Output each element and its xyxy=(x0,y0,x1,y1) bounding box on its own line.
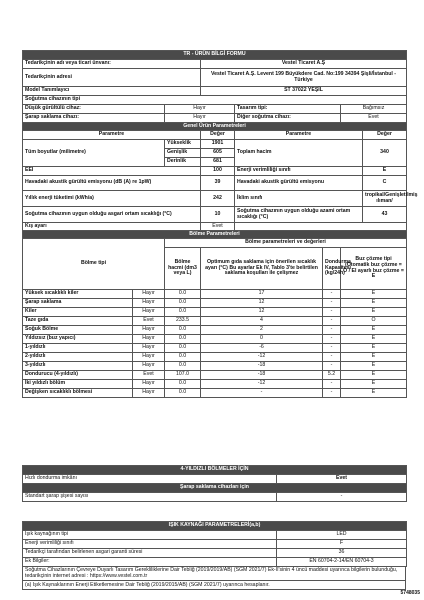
min-temp-value: 10 xyxy=(201,207,235,223)
compartment-defrost: E xyxy=(341,326,407,335)
compartment-name: 3-yıldızlı xyxy=(23,362,133,371)
compartment-present: Hayır xyxy=(133,299,165,308)
general-col-param-2: Parametre xyxy=(235,131,363,140)
compartment-defrost: E xyxy=(341,353,407,362)
compartment-volume: 0.0 xyxy=(165,362,201,371)
compartment-name: Kiler xyxy=(23,308,133,317)
compartment-volume: 0.0 xyxy=(165,335,201,344)
max-temp-value: 43 xyxy=(363,207,407,223)
supplier-address-value: Vestel Ticaret A.Ş. Levent 199 Büyükdere Cad. No:199 34394 Şişli/İstanbul - Türkiye xyxy=(201,69,407,87)
eei-label: EEI xyxy=(23,167,201,176)
volume-col-header: Bölme hacmi (dm3 veya L) xyxy=(165,248,201,290)
light-class-value: F xyxy=(277,540,407,549)
compartment-name: Yıldızsız (buz yapıcı) xyxy=(23,335,133,344)
compartment-name: Değişken sıcaklıklı bölmesi xyxy=(23,389,133,398)
page-number: 5748035 xyxy=(400,590,420,596)
noise-label: Havadaki akustik gürültü emisyonu (dB (A) re 1pW) xyxy=(23,176,201,191)
height-label: Yükseklik xyxy=(165,140,201,149)
compartment-temp: 12 xyxy=(201,299,323,308)
compartment-freeze-capacity: - xyxy=(323,317,341,326)
compartment-row xyxy=(23,335,407,344)
noise-class-label: Havadaki akustik gürültü emisyonu xyxy=(235,176,363,191)
light-source-table xyxy=(22,521,407,567)
compartments-header: Bölme Parametreleri xyxy=(23,231,407,239)
compartment-freeze-capacity: - xyxy=(323,335,341,344)
compartment-present: Hayır xyxy=(133,389,165,398)
compartment-name: Yüksek sıcaklıklı kiler xyxy=(23,290,133,299)
compartment-present: Hayır xyxy=(133,362,165,371)
compartment-volume: 0.0 xyxy=(165,389,201,398)
annual-energy-label: Yıllık enerji tüketimi (kWh/a) xyxy=(23,191,201,207)
climate-class-label: İklim sınıfı xyxy=(235,191,363,207)
compartment-defrost: E xyxy=(341,371,407,380)
other-appliance-label: Diğer soğutma cihazı: xyxy=(235,114,341,123)
compartment-freeze-capacity: - xyxy=(323,326,341,335)
annual-energy-value: 242 xyxy=(201,191,235,207)
compartment-present: Evet xyxy=(133,371,165,380)
compartment-temp: -12 xyxy=(201,353,323,362)
compartment-defrost: E xyxy=(341,299,407,308)
compartment-volume: 0.0 xyxy=(165,353,201,362)
main-table xyxy=(22,50,418,398)
climate-class-value: tropikal/Genişletilmiş ılıman/ xyxy=(363,191,407,207)
appliance-type-label: Soğutma cihazının tipi xyxy=(23,96,407,105)
general-col-value-2: Değer xyxy=(363,131,407,140)
compartment-defrost: E xyxy=(341,344,407,353)
compartment-present: Hayır xyxy=(133,335,165,344)
fast-freeze-value: Evet xyxy=(277,475,407,484)
light-class-label: Enerji verimliliği sınıfı xyxy=(23,540,277,549)
compartment-freeze-capacity: - xyxy=(323,353,341,362)
form-title: TR - ÜRÜN BİLGİ FORMU xyxy=(23,51,407,60)
compartment-freeze-capacity: - xyxy=(323,290,341,299)
extra-info-value: EN 60704-2-14/EN 60704-3 xyxy=(277,558,407,567)
compartment-freeze-capacity: - xyxy=(323,380,341,389)
general-col-value: Değer xyxy=(201,131,235,140)
compartment-defrost: E xyxy=(341,290,407,299)
compartment-volume: 0.0 xyxy=(165,326,201,335)
general-header: Genel Ürün Parametreleri xyxy=(23,123,407,131)
light-source-header: IŞIK KAYNAĞI PARAMETRELERİ(a,b) xyxy=(23,522,407,531)
supplier-name-label: Tedarikçinin adı veya ticari ünvanı: xyxy=(23,60,201,69)
compartment-present: Hayır xyxy=(133,326,165,335)
compartment-defrost: O xyxy=(341,317,407,326)
compartment-row xyxy=(23,362,407,371)
compartment-present: Hayır xyxy=(133,380,165,389)
compartment-defrost: E xyxy=(341,308,407,317)
compartment-present: Hayır xyxy=(133,344,165,353)
compartment-volume: 0.0 xyxy=(165,380,201,389)
compartment-freeze-capacity: - xyxy=(323,344,341,353)
compartment-temp: -12 xyxy=(201,380,323,389)
compartment-volume: 0.0 xyxy=(165,344,201,353)
compartment-name: Taze gıda xyxy=(23,317,133,326)
compartment-present: Hayır xyxy=(133,308,165,317)
supplier-name-value: Vestel Ticaret A.Ş xyxy=(201,60,407,69)
model-value: ST 37022 YEŞİL xyxy=(201,87,407,96)
winter-empty-cell xyxy=(235,223,407,231)
compartment-volume: 0.0 xyxy=(165,290,201,299)
compartment-freeze-capacity: - xyxy=(323,308,341,317)
compartment-row xyxy=(23,371,407,380)
eei-value: 100 xyxy=(201,167,235,176)
compartment-present: Hayır xyxy=(133,353,165,362)
low-noise-label: Düşük gürültülü cihaz: xyxy=(23,105,165,114)
light-source-footnote: (a) Işık Kaynaklarının Enerji Etiketlemesine Dair Tebliğ (2019/2015/AB) (SGM 2021/7) uyarınca hesaplanır. xyxy=(22,581,406,590)
design-type-label: Tasarım tipi: xyxy=(235,105,341,114)
light-type-label: Işık kaynağının tipi xyxy=(23,531,277,540)
compartment-freeze-capacity: - xyxy=(323,299,341,308)
compartment-present: Evet xyxy=(133,317,165,326)
compartment-defrost: E xyxy=(341,389,407,398)
compartment-name: Soğuk Bölme xyxy=(23,326,133,335)
depth-value: 681 xyxy=(201,158,235,167)
height-value: 1901 xyxy=(201,140,235,149)
compartment-volume: 0.0 xyxy=(165,308,201,317)
compartment-row xyxy=(23,299,407,308)
compartment-temp: 2 xyxy=(201,326,323,335)
compartment-volume: 0.0 xyxy=(165,299,201,308)
compartment-temp: - xyxy=(201,389,323,398)
energy-class-value: E xyxy=(363,167,407,176)
compartment-temp: -6 xyxy=(201,344,323,353)
freeze-capacity-col-header: Dondurma Kapasitesi (kg/24h) xyxy=(323,248,341,290)
compartment-volume: 107.0 xyxy=(165,371,201,380)
compartment-present: Hayır xyxy=(133,290,165,299)
compartment-freeze-capacity: 5.2 xyxy=(323,371,341,380)
compartment-name: 1-yıldızlı xyxy=(23,344,133,353)
ecodesign-note: Soğutma Cihazlarının Çevreye Duyarlı Tasarım Gerekliliklerine Dair Tebliğ (2019/2019/AB) (SGM 2021/7) Ek-II'sinin 4 üncü maddesi uyarınca bilgilerin bulunduğu, tedarikçinin internet adresi : https://www.vestel.com.tr xyxy=(22,566,406,581)
noise-value: 39 xyxy=(201,176,235,191)
compartment-freeze-capacity: - xyxy=(323,389,341,398)
compartment-name: Şarap saklama xyxy=(23,299,133,308)
four-star-header: 4-YILDIZLI BÖLMELER İÇİN xyxy=(23,466,407,475)
design-type-value: Bağımsız xyxy=(341,105,407,114)
compartment-temp: -18 xyxy=(201,371,323,380)
noise-class-value: C xyxy=(363,176,407,191)
compartment-row xyxy=(23,380,407,389)
general-col-param: Parametre xyxy=(23,131,201,140)
compartment-row xyxy=(23,290,407,299)
dimensions-label: Tüm boyutlar (milimetre) xyxy=(23,140,165,167)
compartment-defrost: E xyxy=(341,380,407,389)
width-value: 605 xyxy=(201,149,235,158)
compartment-row xyxy=(23,353,407,362)
compartment-row xyxy=(23,344,407,353)
winter-setting-label: Kış ayarı xyxy=(23,223,201,231)
compartment-temp: 12 xyxy=(201,308,323,317)
winter-setting-value: Evet xyxy=(201,223,235,231)
low-noise-value: Hayır xyxy=(165,105,235,114)
model-label: Model Tanımlayıcı xyxy=(23,87,201,96)
supplier-address-label: Tedarikçinin adresi xyxy=(23,69,201,87)
compartment-row xyxy=(23,308,407,317)
compartment-row xyxy=(23,326,407,335)
depth-label: Derinlik xyxy=(165,158,201,167)
energy-class-label: Enerji verimliliği sınıfı xyxy=(235,167,363,176)
compartment-freeze-capacity: - xyxy=(323,362,341,371)
guarantee-label: Tedarikçi tarafından belirlenen asgari garanti süresi xyxy=(23,549,277,558)
wine-storage-value: Hayır xyxy=(165,114,235,123)
defrost-col-header: Buz çözme tipi (Otomatik buz çözme = O / El ayarlı buz çözme = E xyxy=(341,248,407,290)
four-star-table xyxy=(22,465,407,502)
compartment-defrost: E xyxy=(341,335,407,344)
guarantee-value: 36 xyxy=(277,549,407,558)
compartment-name: 2-yıldızlı xyxy=(23,353,133,362)
wine-bottles-value: - xyxy=(277,493,407,502)
compartment-temp: 17 xyxy=(201,290,323,299)
compartment-row xyxy=(23,317,407,326)
wine-storage-label: Şarap saklama cihazı: xyxy=(23,114,165,123)
min-temp-label: Soğutma cihazının uygun olduğu asgari ortam sıcaklığı (°C) xyxy=(23,207,201,223)
wine-section-header: Şarap saklama cihazları için xyxy=(23,484,407,493)
compartment-volume: 233.5 xyxy=(165,317,201,326)
temp-col-header: Optimum gıda saklama için önerilen sıcaklık ayarı (°C) Bu ayarlar Ek IV, Tablo 3'te belirtilen saklama koşulları ile çelişmez xyxy=(201,248,323,290)
fast-freeze-label: Hızlı dondurma imkânı xyxy=(23,475,277,484)
compartment-name: İki yıldızlı bölüm xyxy=(23,380,133,389)
compartment-sub-header: Bölme parametreleri ve değerleri xyxy=(165,239,407,248)
compartment-temp: 4 xyxy=(201,317,323,326)
compartment-name: Dondurucu (4-yıldızlı) xyxy=(23,371,133,380)
wine-bottles-label: Standart şarap şişesi sayısı xyxy=(23,493,277,502)
compartment-defrost: E xyxy=(341,362,407,371)
extra-info-label: Ek Bilgiler: xyxy=(23,558,277,567)
other-appliance-value: Evet xyxy=(341,114,407,123)
compartment-temp: 0 xyxy=(201,335,323,344)
total-volume-value: 340 xyxy=(363,140,407,167)
compartment-type-header: Bölme tipi xyxy=(23,239,165,290)
light-type-value: LED xyxy=(277,531,407,540)
compartment-row xyxy=(23,389,407,398)
max-temp-label: Soğutma cihazının uygun olduğu azami ortam sıcaklığı (°C) xyxy=(235,207,363,223)
total-volume-label: Toplam hacim xyxy=(235,140,363,167)
width-label: Genişlik xyxy=(165,149,201,158)
compartment-temp: -18 xyxy=(201,362,323,371)
